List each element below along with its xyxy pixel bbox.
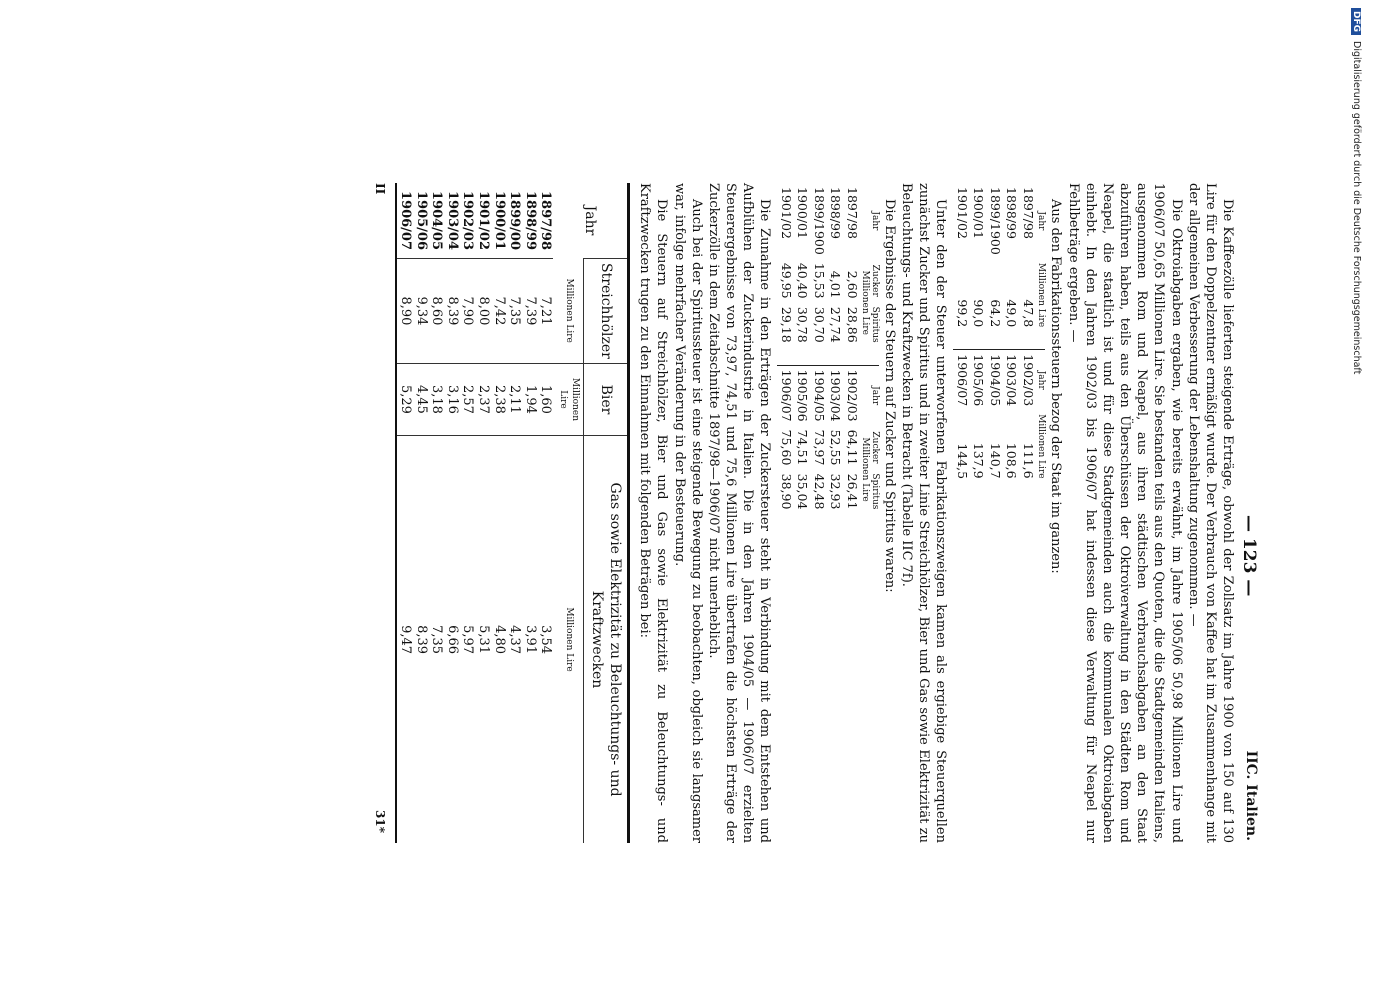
col-year: Jahr xyxy=(582,205,599,236)
col-matches: Streichhölzer xyxy=(584,259,629,364)
cell-year: 1900/01 xyxy=(971,187,987,239)
cell-gas: 4,37 xyxy=(507,436,523,843)
col-sugar: Zucker xyxy=(869,431,880,464)
col-year: Jahr xyxy=(1036,350,1045,410)
table-row xyxy=(777,183,794,347)
cell-beer: 2,57 xyxy=(460,363,476,435)
table-row xyxy=(794,365,811,513)
page-header xyxy=(1236,183,1260,843)
cell-gas: 3,54 xyxy=(538,436,554,843)
cell-year: 1899/00 xyxy=(507,191,523,251)
unit-label: Millionen Lire xyxy=(553,363,583,435)
table-row xyxy=(1003,183,1020,331)
cell-year: 1897/98 xyxy=(538,191,554,251)
cell-beer: 1,60 xyxy=(538,363,554,435)
cell-matches: 7,21 xyxy=(538,259,554,364)
cell-year: 1901/02 xyxy=(476,191,492,251)
cell-year: 1904/05 xyxy=(986,350,1003,410)
cell-gas: 5,97 xyxy=(460,436,476,843)
sugar-spirit-table-left xyxy=(777,183,878,347)
cell-beer: 1,94 xyxy=(522,363,538,435)
sugar-spirit-tables xyxy=(777,183,878,843)
cell-year: 1901/02 xyxy=(778,187,794,239)
cell-beer: 5,29 xyxy=(396,363,413,435)
col-sugar: Zucker xyxy=(869,264,880,297)
cell-year: 1898/99 xyxy=(522,191,538,251)
table-row xyxy=(413,183,429,843)
table-row xyxy=(444,183,460,843)
funding-text: Digitalisierung gefördert durch die Deutsche Forschungsgemeinschaft xyxy=(1351,41,1362,375)
cell-beer: 2,11 xyxy=(507,363,523,435)
cell-year: 1903/04 xyxy=(827,365,844,425)
cell-spirit: 42,48 xyxy=(811,473,827,510)
cell-year: 1899/1900 xyxy=(811,187,827,255)
cell-spirit: 26,41 xyxy=(844,473,860,510)
cell-year: 1903/04 xyxy=(444,191,460,251)
cell-year: 1906/07 xyxy=(953,350,970,410)
table-row xyxy=(827,183,844,347)
table-row xyxy=(429,183,445,843)
paragraph-fab-intro: Aus den Fabrikationssteuern bezog der Staat im ganzen: xyxy=(1048,199,1064,574)
cell-value: 144,5 xyxy=(954,443,970,480)
cell-value: 99,2 xyxy=(954,299,970,328)
document-page xyxy=(170,183,1260,843)
paragraph-oktroi: Die Oktroiabgaben ergaben, wie bereits erwähnt, im Jahre 1905/06 50,98 Millionen Lire und 1906/07 50,65 Millionen Lire. Sie bestanden teils aus den Quoten, die die Stadtgemeinden Italiens, ausgenommen Rom und Neapel, aus ihren städtischen Verbrauchsabgaben an den Staat abzuführen haben, teils aus den Überschüssen der Oktroiverwaltung in den Städten Rom und Neapel, die staatlich ist und für diese Stadtgemeinden auch die kommunalen Oktroiabgaben einhebt. In den Jahren 1902/03 bis 1906/07 hat indessen diese Verwaltung für Neapel nur Fehlbeträge ergeben. — xyxy=(1065,183,1184,843)
cell-sugar: 75,60 xyxy=(778,429,794,466)
paragraph-sugar-intro: Die Ergebnisse der Steuern auf Zucker und Spiritus waren: xyxy=(881,199,897,593)
col-spirit: Spiritus xyxy=(869,473,880,510)
cell-sugar: 49,95 xyxy=(778,262,794,299)
cell-value: 90,0 xyxy=(971,299,987,328)
sugar-spirit-table-right xyxy=(777,365,878,514)
cell-year: 1902/03 xyxy=(1019,350,1036,410)
col-gas-electricity: Gas sowie Elektrizität zu Beleuchtungs- und Kraftzwecken xyxy=(584,436,629,843)
cell-value: 49,0 xyxy=(1004,299,1020,328)
dfg-logo: DFG xyxy=(1351,8,1361,35)
cell-value: 137,9 xyxy=(971,442,987,479)
cell-spirit: 27,74 xyxy=(828,306,844,343)
cell-spirit: 38,90 xyxy=(778,473,794,510)
cell-spirit: 35,04 xyxy=(795,473,811,510)
cell-sugar: 73,97 xyxy=(811,429,827,466)
cell-spirit: 28,86 xyxy=(844,306,860,343)
cell-gas: 3,91 xyxy=(522,436,538,843)
cell-gas: 8,39 xyxy=(413,436,429,843)
cell-spirit: 30,70 xyxy=(811,306,827,343)
page-number: — 123 — xyxy=(1239,515,1259,597)
page-footer xyxy=(367,183,387,843)
cell-matches: 7,42 xyxy=(491,259,507,364)
table-row xyxy=(970,350,987,483)
table-row xyxy=(538,183,554,843)
col-value: Millionen Lire xyxy=(1036,262,1047,328)
cell-sugar: 4,01 xyxy=(828,270,844,299)
cell-matches: 7,90 xyxy=(460,259,476,364)
col-unit: Millionen Lire xyxy=(860,270,871,335)
funding-note xyxy=(1351,8,1362,608)
table-row xyxy=(475,183,491,843)
cell-beer: 4,45 xyxy=(413,363,429,435)
paragraph-tax-sources: Unter den der Steuer unterworfenen Fabrikationszweigen kamen als ergiebige Steuerquellen zunächst Zucker und Spiritus und in zweiter Linie Streichhölzer, Bier und Gas sowie Elektrizität zu Beleuchtungs- und Kraftzwecken in Betracht (Tabelle IIC 7f). xyxy=(899,183,949,843)
cell-sugar: 15,53 xyxy=(811,262,827,299)
cell-year: 1901/02 xyxy=(954,187,970,239)
table-row xyxy=(522,183,538,843)
paragraph-spirit: Auch bei der Spiritussteuer ist eine steigende Bewegung zu beobachten, obgleich sie langsamer war, infolge mehrfacher Veränderung in der Besteuerung. xyxy=(671,183,704,843)
cell-value: 111,6 xyxy=(1020,442,1036,479)
fabrication-tax-table-right xyxy=(953,349,1045,483)
cell-year: 1906/07 xyxy=(398,191,414,251)
col-year: Jahr xyxy=(1036,211,1047,231)
table-row xyxy=(460,183,476,843)
cell-sugar: 2,60 xyxy=(844,270,860,299)
cell-year: 1902/03 xyxy=(843,365,860,425)
cell-gas: 6,66 xyxy=(444,436,460,843)
cell-sugar: 74,51 xyxy=(795,429,811,466)
cell-year: 1898/99 xyxy=(828,187,844,239)
cell-beer: 3,16 xyxy=(444,363,460,435)
cell-matches: 9,34 xyxy=(413,259,429,364)
cell-gas: 7,35 xyxy=(429,436,445,843)
cell-year: 1897/98 xyxy=(844,187,860,239)
col-spirit: Spiritus xyxy=(869,306,880,343)
unit-label: Millionen Lire xyxy=(553,259,583,364)
cell-year: 1904/05 xyxy=(810,365,827,425)
table-row xyxy=(794,183,811,347)
table-row xyxy=(1019,350,1036,483)
cell-year: 1904/05 xyxy=(429,191,445,251)
cell-year: 1905/06 xyxy=(794,365,811,425)
cell-beer: 2,37 xyxy=(475,363,491,435)
fabrication-tax-tables xyxy=(953,183,1045,843)
table-row xyxy=(843,183,860,347)
cell-spirit: 32,93 xyxy=(828,473,844,510)
cell-matches: 7,35 xyxy=(507,259,523,364)
table-row xyxy=(396,183,413,843)
table-row xyxy=(986,350,1003,483)
table-row xyxy=(810,365,827,513)
cell-matches: 7,39 xyxy=(522,259,538,364)
cell-year: 1900/01 xyxy=(491,191,507,251)
cell-value: 108,6 xyxy=(1004,442,1020,479)
cell-matches: 8,60 xyxy=(429,259,445,364)
table-row xyxy=(1003,350,1020,483)
cell-year: 1903/04 xyxy=(1003,350,1020,410)
cell-matches: 8,90 xyxy=(396,259,413,364)
col-year: Jahr xyxy=(869,211,880,231)
col-value: Millionen Lire xyxy=(1036,414,1047,479)
cell-matches: 8,39 xyxy=(444,259,460,364)
table-row xyxy=(810,183,827,347)
cell-beer: 3,18 xyxy=(429,363,445,435)
section-title: IIC. Italien. xyxy=(1243,750,1259,841)
fabrication-tax-table-left xyxy=(953,183,1045,331)
col-year: Jahr xyxy=(869,365,878,425)
paragraph-sugar-growth: Die Zunahme in den Erträgen der Zuckersteuer steht in Verbindung mit dem Entstehen und Aufblühen der Zuckerindustrie in Italien. Die in den Jahren 1904/05 — 1906/07 erzielten Steuerergebnisse von 73,97, 74,51 und 75,6 Millionen Lire übertrafen die höchsten Erträge der Zuckerzölle in dem Zeitabschnitte 1897/98—1906/07 nicht unerheblich. xyxy=(705,183,773,843)
cell-gas: 4,80 xyxy=(491,436,507,843)
table-row xyxy=(953,183,970,331)
table-row xyxy=(1019,183,1036,331)
signature-mark: II xyxy=(373,183,388,195)
col-beer: Bier xyxy=(584,363,629,435)
cell-beer: 2,38 xyxy=(491,363,507,435)
cell-value: 47,8 xyxy=(1020,299,1036,328)
cell-matches: 8,00 xyxy=(475,259,491,364)
cell-gas: 9,47 xyxy=(396,436,413,843)
paragraph-coffee: Die Kaffeezölle lieferten steigende Erträge, obwohl der Zollsatz im Jahre 1900 von 150 auf 130 Lire für den Doppelzentner ermäßigt wurde. Der Verbrauch von Kaffee hat im Zusammenhange mit der allgemeinen Verbesserung der Lebenshaltung zugenommen. — xyxy=(1185,183,1235,843)
cell-sugar: 64,11 xyxy=(844,429,860,466)
cell-year: 1906/07 xyxy=(777,365,794,425)
cell-year: 1898/99 xyxy=(1004,187,1020,239)
cell-year: 1905/06 xyxy=(970,350,987,410)
other-taxes-table xyxy=(395,183,630,843)
cell-value: 64,2 xyxy=(987,299,1003,328)
table-row xyxy=(953,350,970,483)
cell-year: 1900/01 xyxy=(795,187,811,239)
cell-gas: 5,31 xyxy=(475,436,491,843)
cell-year: 1902/03 xyxy=(460,191,476,251)
cell-spirit: 30,78 xyxy=(795,306,811,343)
cell-year: 1897/98 xyxy=(1020,187,1036,239)
cell-year: 1899/1900 xyxy=(987,187,1003,255)
table-row xyxy=(777,365,794,513)
table-row xyxy=(491,183,507,843)
table-row xyxy=(507,183,523,843)
table-row xyxy=(970,183,987,331)
cell-year: 1905/06 xyxy=(413,191,429,251)
cell-spirit: 29,18 xyxy=(778,306,794,343)
table-row xyxy=(986,183,1003,331)
col-unit: Millionen Lire xyxy=(860,437,871,502)
unit-label: Millionen Lire xyxy=(553,436,583,843)
table-row xyxy=(827,365,844,513)
paragraph-other-taxes: Die Steuern auf Streichhölzer, Bier und Gas sowie Elektrizität zu Beleuchtungs- und Kraftzwecken trugen zu den Einnahmen mit folgenden Beträgen bei: xyxy=(637,183,670,843)
table-row xyxy=(843,365,860,513)
cell-value: 140,7 xyxy=(987,442,1003,479)
cell-sugar: 40,40 xyxy=(795,262,811,299)
cell-sugar: 52,55 xyxy=(828,429,844,466)
sheet-mark: 31* xyxy=(373,810,388,833)
